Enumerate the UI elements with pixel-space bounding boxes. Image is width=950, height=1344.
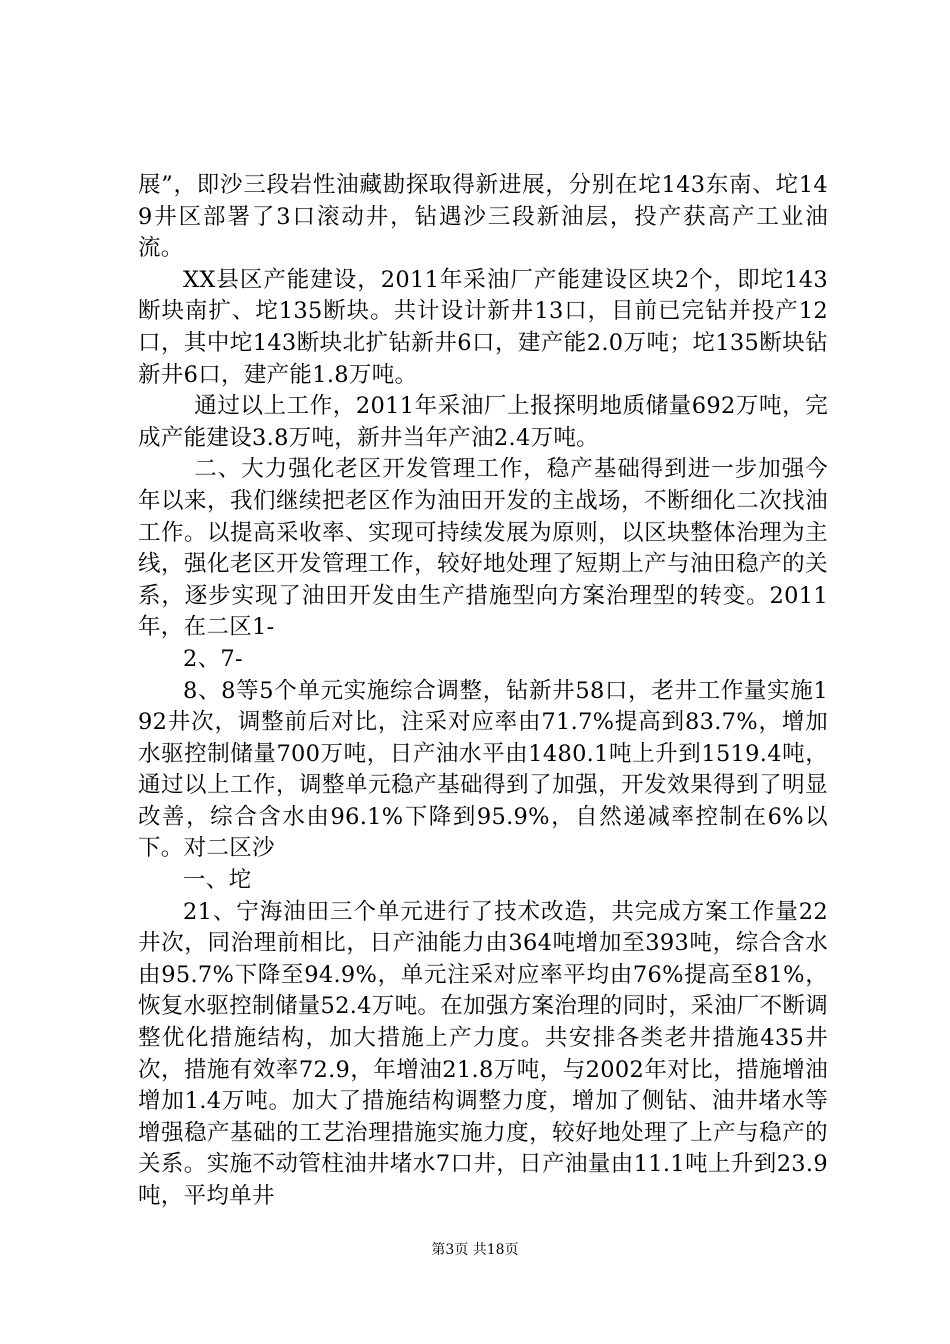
- document-body: [138, 170, 828, 1213]
- paragraph-adjustment: 8、8等5个单元实施综合调整，钻新井58口，老井工作量实施192井次，调整前后对比，注采对应率由71.7%提高到83.7%，增加水驱控制储量700万吨，日产油水平由1480.1吨上升到1519.4吨，通过以上工作，调整单元稳产基础得到了加强，开发效果得到了明显改善，综合含水由96.1%下降到95.9%，自然递减率控制在6%以下。对二区沙: [138, 677, 828, 862]
- paragraph-fragment-b: 一、坨: [183, 867, 252, 894]
- paragraph-capacity-building: XX县区产能建设，2011年采油厂产能建设区块2个，即坨143断块南扩、坨135断块。共计设计新井13口，目前已完钻并投产12口，其中坨143断块北扩钻新井6口，建产能2.0万吨；坨135断块钻新井6口，建产能1.8万吨。: [138, 266, 828, 388]
- paragraph-technical-renovation: 21、宁海油田三个单元进行了技术改造，共完成方案工作量22井次，同治理前相比，日产油能力由364吨增加至393吨，综合含水由95.7%下降至94.9%，单元注采对应率平均由76%提高至81%，恢复水驱控制储量52.4万吨。在加强方案治理的同时，采油厂不断调整优化措施结构，加大措施上产力度。共安排各类老井措施435井次，措施有效率72.9，年增油21.8万吨，与2002年对比，措施增油增加1.4万吨。加大了措施结构调整力度，增加了侧钻、油井堵水等增强稳产基础的工艺治理措施实施力度，较好地处理了上产与稳产的关系。实施不动管柱油井堵水7口井，日产油量由11.1吨上升到23.9吨，平均单井: [138, 898, 828, 1209]
- paragraph-continuation: 展”，即沙三段岩性油藏勘探取得新进展，分别在坨143东南、坨149井区部署了3口滚动井，钻遇沙三段新油层，投产获高产工业油流。: [138, 172, 828, 262]
- paragraph-fragment-a: 2、7-: [183, 645, 243, 672]
- page-footer: [0, 1240, 950, 1260]
- paragraph-section-two: 二、大力强化老区开发管理工作，稳产基础得到进一步加强今年以来，我们继续把老区作为油田开发的主战场，不断细化二次找油工作。以提高采收率、实现可持续发展为原则，以区块整体治理为主线，强化老区开发管理工作，较好地处理了短期上产与油田稳产的关系，逐步实现了油田开发由生产措施型向方案治理型的转变。2011年，在二区1-: [138, 456, 828, 641]
- page-number: 第3页 共18页: [431, 1242, 519, 1258]
- paragraph-summary: 通过以上工作，2011年采油厂上报探明地质储量692万吨，完成产能建设3.8万吨，新井当年产油2.4万吨。: [138, 393, 828, 451]
